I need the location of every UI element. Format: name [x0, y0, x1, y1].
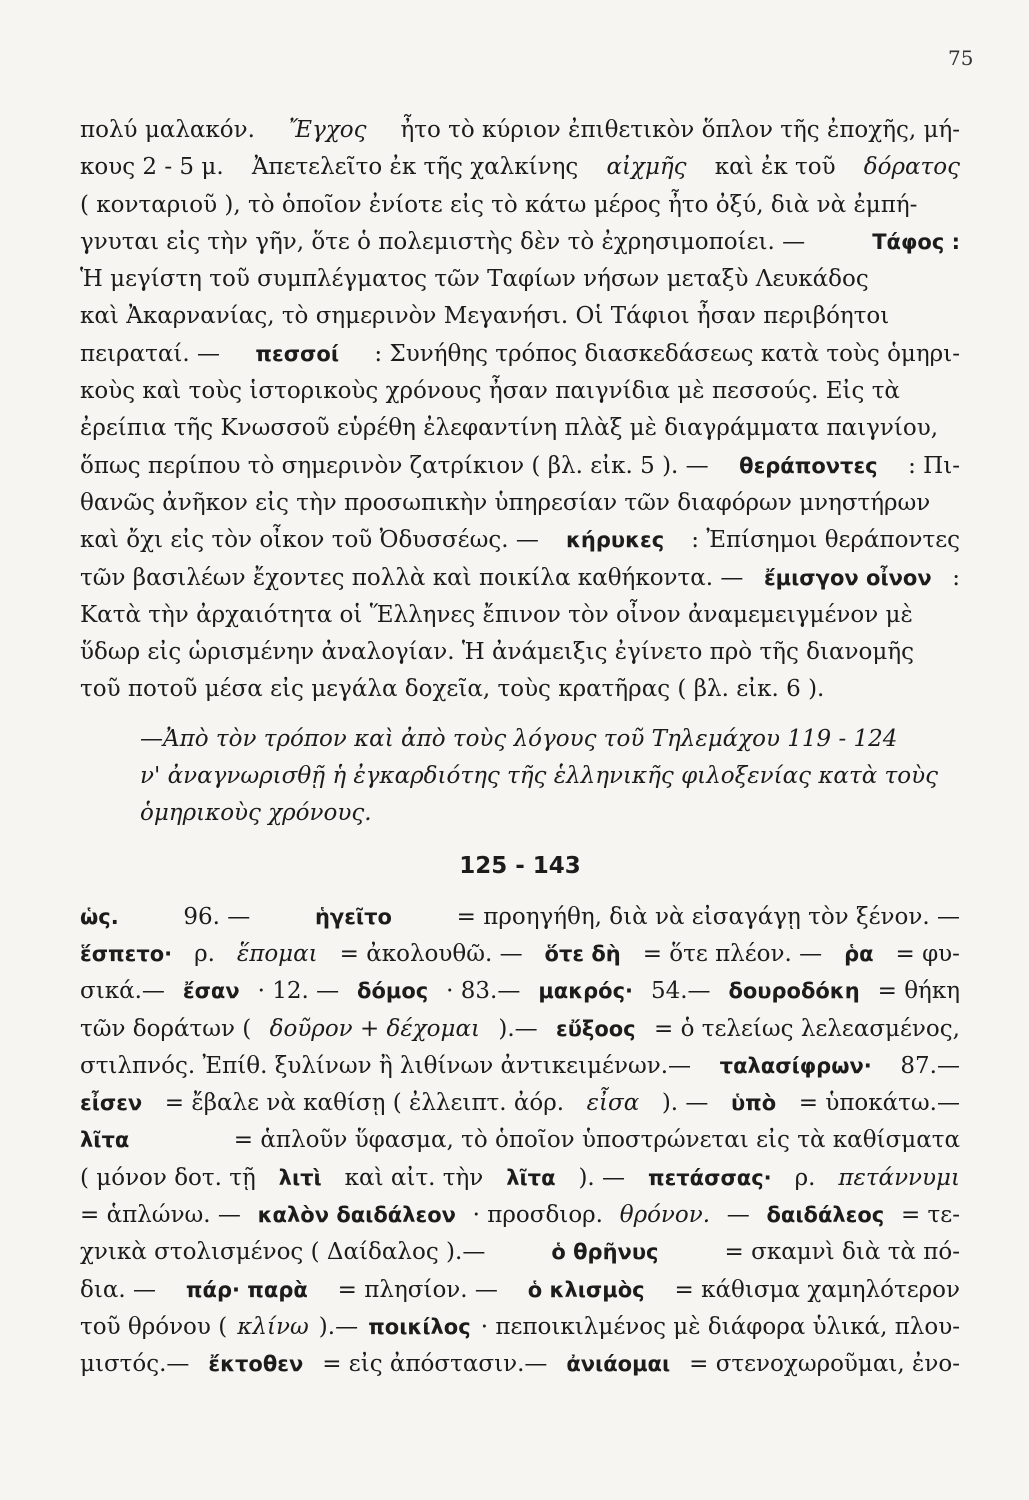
text-line [80, 560, 960, 597]
text-segment: = τε- [900, 1202, 960, 1229]
text-segment: εἶσα [586, 1090, 640, 1117]
text-segment: τοῦ ποτοῦ μέσα εἰς μεγάλα δοχεῖα, τοὺς κρατῆρας ( βλ. εἰκ. 6 ). [80, 676, 825, 703]
glossary-term: Τάφος : [872, 229, 960, 254]
text-line [80, 634, 960, 671]
text-segment: πειραταί. — [80, 340, 220, 367]
text-segment: = ἀκολουθῶ. — [339, 940, 523, 967]
text-segment: = πλησίον. — [337, 1276, 498, 1303]
text-segment: δοῦρον + δέχομαι [269, 1015, 481, 1042]
glossary-term: ἔσαν [182, 979, 240, 1004]
text-segment: ρ. [794, 1164, 816, 1191]
text-segment: πολύ μαλακόν. [80, 117, 255, 143]
text-line [80, 1197, 960, 1234]
glossary-term: πετάσσας· [647, 1165, 772, 1190]
text-line [80, 1346, 960, 1383]
text-segment: ἐρείπια τῆς Κνωσσοῦ εὑρέθη ἐλεφαντίνη πλὰξ μὲ διαγράμματα παιγνίου, [80, 415, 939, 442]
text-segment: = θήκη [877, 978, 960, 1005]
glossary-term: ἔμισγον οἶνον [763, 565, 932, 590]
text-line [80, 1309, 960, 1346]
text-segment: · 12. — [257, 978, 340, 1005]
text-line [140, 721, 960, 758]
glossary-term: εἶσεν [80, 1091, 143, 1116]
glossary-term: κήρυκες [566, 528, 665, 553]
text-segment: = ὁ τελείως λελεασμένος, [654, 1015, 960, 1042]
text-segment: κοὺς καὶ τοὺς ἱστορικοὺς χρόνους ἦσαν παιγνίδια μὲ πεσσούς. Εἰς τὰ [80, 378, 900, 405]
page-text [80, 112, 960, 1384]
text-segment: καὶ ὄχι εἰς τὸν οἶκον τοῦ Ὀδυσσέως. — [80, 527, 539, 554]
text-segment: ). — [661, 1090, 709, 1117]
glossary-term: ἔκτοθεν [208, 1352, 304, 1377]
text-segment: : Ἐπίσημοι θεράποντες [691, 527, 960, 554]
text-line [80, 336, 960, 373]
text-segment: 87.— [900, 1052, 960, 1079]
text-segment: = ἁπλώνω. — [80, 1202, 241, 1229]
text-segment: σικά.— [80, 978, 165, 1005]
text-line [140, 758, 960, 795]
text-segment: ὕδωρ εἰς ὡρισμένην ἀναλογίαν. Ἡ ἀνάμειξις ἐγίνετο πρὸ τῆς διανομῆς [80, 639, 914, 666]
text-segment: · πεποικιλμένος μὲ διάφορα ὑλικά, πλου- [480, 1313, 960, 1340]
glossary-term: ταλασίφρων· [719, 1053, 872, 1078]
text-line [80, 1234, 960, 1271]
text-line [80, 298, 960, 335]
text-line [80, 1085, 960, 1122]
commentary-paragraph [80, 112, 960, 709]
text-segment: ν' ἀναγνωρισθῇ ἡ ἐγκαρδιότης τῆς ἑλληνικῆς φιλοξενίας κατὰ τοὺς [140, 763, 938, 790]
text-segment: ( κονταριοῦ ), τὸ ὁποῖον ἐνίοτε εἰς τὸ κάτω μέρος ἦτο ὀξύ, διὰ νὰ ἐμπή- [80, 191, 918, 218]
text-segment: καὶ ἐκ τοῦ [714, 154, 836, 181]
text-segment: Ἀπετελεῖτο ἐκ τῆς χαλκίνης [251, 154, 579, 181]
text-segment: 96. — [183, 903, 251, 930]
text-segment: · προσδιορ. [472, 1202, 603, 1229]
text-segment: ).— [498, 1015, 538, 1042]
text-line [80, 448, 960, 485]
text-line [80, 899, 960, 936]
text-line [80, 373, 960, 410]
text-segment: — [726, 1202, 750, 1229]
text-segment: κλίνω [237, 1313, 309, 1340]
text-line [80, 261, 960, 298]
text-segment: = ὑποκάτω.— [798, 1090, 960, 1117]
text-line [80, 522, 960, 559]
text-line [80, 410, 960, 447]
glossary-term: πάρ· παρὰ [185, 1277, 308, 1302]
text-line [80, 597, 960, 634]
text-line [80, 1048, 960, 1085]
text-segment: = κάθισμα χαμηλότερον [674, 1276, 960, 1303]
text-segment: στιλπνός. Ἐπίθ. ξυλίνων ἢ λιθίνων ἀντικειμένων.— [80, 1052, 692, 1079]
glossary-term: καλὸν δαιδάλεον [257, 1203, 456, 1228]
glossary-term: ῥα [844, 941, 874, 966]
glossary-term: λιτὶ [278, 1165, 322, 1190]
text-segment: χνικὰ στολισμένος ( Δαίδαλος ).— [80, 1239, 486, 1266]
text-segment: ). — [578, 1164, 626, 1191]
text-segment: γνυται εἰς τὴν γῆν, ὅτε ὁ πολεμιστὴς δὲν τὸ ἐχρησιμοποίει. — [80, 228, 806, 255]
text-line [80, 936, 960, 973]
text-line [80, 671, 960, 708]
glossary-term: ἀνιάομαι [566, 1352, 671, 1377]
text-segment: = ἁπλοῦν ὕφασμα, τὸ ὁποῖον ὑποστρώνεται εἰς τὰ καθίσματα [233, 1127, 960, 1154]
text-segment: ὁμηρικοὺς χρόνους. [140, 800, 372, 827]
glossary-term: δουροδόκη [728, 979, 860, 1004]
text-segment: = φυ- [895, 940, 960, 967]
text-segment: = εἰς ἀπόστασιν.— [322, 1351, 548, 1378]
glossary-term: μακρός· [538, 979, 633, 1004]
text-segment: Κατὰ τὴν ἀρχαιότητα οἱ Ἕλληνες ἔπινον τὸν οἶνον ἀναμεμειγμένον μὲ [80, 601, 913, 628]
page-number: 75 [948, 46, 974, 70]
text-segment: αἰχμῆς [606, 154, 687, 181]
text-segment: —Ἀπὸ τὸν τρόπον καὶ ἀπὸ τοὺς λόγους τοῦ Τηλεμάχου 119 - 124 [140, 725, 898, 752]
section-heading: 125 - 143 [459, 852, 581, 879]
glossary-term: ἡγεῖτο [314, 904, 392, 929]
glossary-term: εὔξοος [556, 1016, 636, 1041]
text-segment: : [952, 564, 960, 591]
text-segment: δια. — [80, 1276, 157, 1303]
glossary-term: λῖτα [506, 1165, 556, 1190]
text-segment: ρ. [194, 940, 215, 967]
glossary-term: πεσσοί [255, 341, 340, 366]
glossary-term: θεράποντες [739, 453, 878, 478]
text-segment: τῶν βασιλέων ἔχοντες πολλὰ καὶ ποικίλα καθήκοντα. — [80, 564, 744, 591]
glossary-term: ἕσπετο· [80, 941, 173, 966]
glossary-term: δαιδάλεος [766, 1203, 885, 1228]
text-segment: ( μόνον δοτ. τῇ [80, 1164, 256, 1191]
text-segment: = σκαμνὶ διὰ τὰ πό- [724, 1239, 960, 1266]
text-line [80, 187, 960, 224]
summary-note [80, 721, 960, 833]
text-segment: = ὅτε πλέον. — [642, 940, 823, 967]
glossary-term: ὁ κλισμὸς [527, 1277, 645, 1302]
text-segment: πετάννυμι [838, 1164, 960, 1191]
text-segment: ἕπομαι [236, 940, 318, 967]
text-segment: τῶν δοράτων ( [80, 1015, 252, 1042]
glossary-term: ὡς. [80, 904, 119, 929]
text-segment: = στενοχωροῦμαι, ἐνο- [689, 1351, 960, 1378]
text-segment: 54.— [650, 978, 711, 1005]
text-segment: καὶ Ἀκαρνανίας, τὸ σημερινὸν Μεγανήσι. Οἱ Τάφιοι ἦσαν περιβόητοι [80, 303, 890, 330]
text-segment: Ἡ μεγίστη τοῦ συμπλέγματος τῶν Ταφίων νήσων μεταξὺ Λευκάδος [80, 266, 869, 293]
text-segment: : Πι- [908, 452, 960, 479]
text-segment: μιστός.— [80, 1351, 190, 1378]
text-segment: ).— [318, 1313, 359, 1340]
text-segment: = ἔβαλε νὰ καθίσῃ ( ἐλλειπτ. ἀόρ. [164, 1090, 565, 1117]
glossary-term: ὑπὸ [730, 1091, 777, 1116]
text-line [80, 1160, 960, 1197]
text-segment: θανῶς ἀνῆκον εἰς τὴν προσωπικὴν ὑπηρεσίαν τῶν διαφόρων μνηστήρων [80, 489, 931, 516]
text-segment: = προηγήθη, διὰ νὰ εἰσαγάγῃ τὸν ξένον. — [456, 903, 960, 930]
glossary-term: ὁ θρῆνυς [551, 1240, 659, 1265]
glossary-paragraph [80, 899, 960, 1384]
glossary-term: ποικίλος [368, 1314, 471, 1339]
text-segment: ὅπως περίπου τὸ σημερινὸν ζατρίκιον ( βλ. εἰκ. 5 ). — [80, 452, 709, 479]
glossary-term: λῖτα [80, 1128, 130, 1153]
text-line [140, 795, 960, 832]
text-segment: καὶ αἰτ. τὴν [344, 1164, 484, 1191]
text-line [80, 112, 960, 149]
text-segment: κους 2 - 5 μ. [80, 154, 224, 181]
text-line [80, 1122, 960, 1159]
text-line [80, 1272, 960, 1309]
text-segment: ἦτο τὸ κύριον ἐπιθετικὸν ὅπλον τῆς ἐποχῆς, μή- [400, 117, 960, 143]
glossary-term: δόμος [357, 979, 429, 1004]
text-line [80, 149, 960, 186]
text-segment: δόρατος [863, 154, 960, 181]
text-line [80, 1011, 960, 1048]
text-line [80, 224, 960, 261]
text-segment: : Συνήθης τρόπος διασκεδάσεως κατὰ τοὺς ὁμηρι- [374, 340, 960, 367]
glossary-term: ὅτε δὴ [544, 941, 621, 966]
text-segment: Ἔγχος [288, 117, 367, 143]
text-line [80, 485, 960, 522]
text-segment: τοῦ θρόνου ( [80, 1313, 228, 1340]
text-line [80, 973, 960, 1010]
text-segment: · 83.— [446, 978, 521, 1005]
text-segment: θρόνον. [619, 1202, 711, 1229]
